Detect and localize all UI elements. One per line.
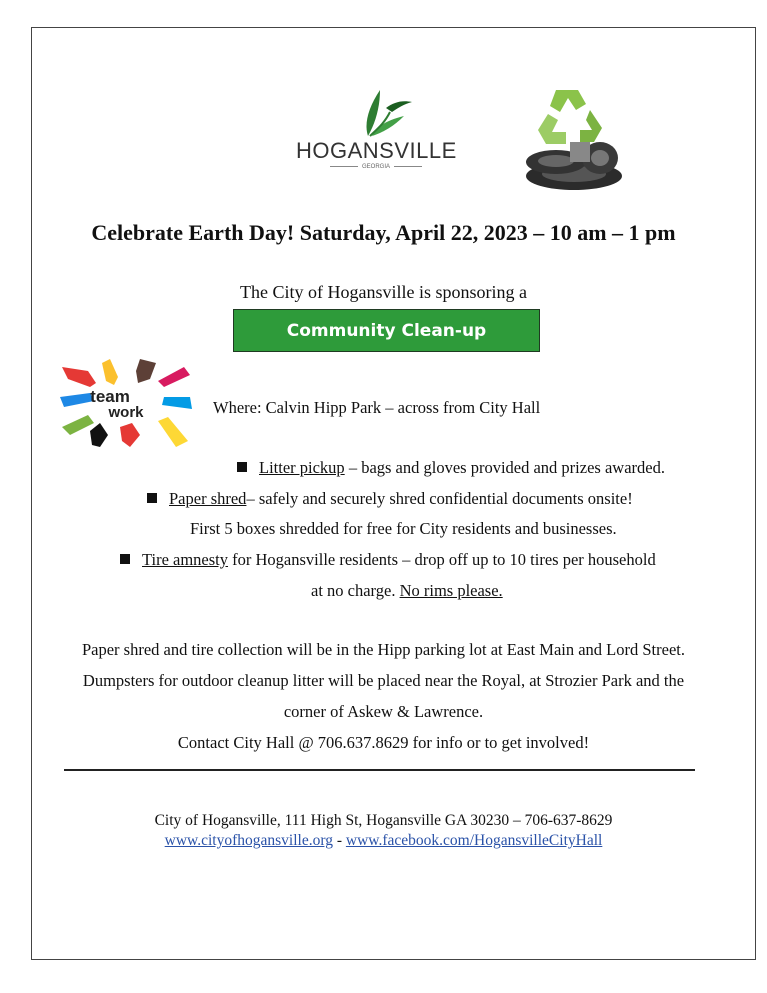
- hummingbird-leaf-icon: [346, 86, 416, 140]
- detail-line: corner of Askew & Lawrence.: [283, 702, 484, 721]
- link-separator: -: [332, 832, 346, 849]
- footer-address: City of Hogansville, 111 High St, Hogansville GA 30230 – 706-637-8629: [154, 812, 613, 829]
- bullet-icon: [147, 493, 157, 503]
- activity-title: Paper shred: [169, 489, 247, 508]
- bullet-icon: [237, 462, 247, 472]
- recycle-icon: [538, 90, 602, 144]
- logo-wordmark: HOGANSVILLE: [296, 138, 457, 163]
- activity-litter-pickup: [237, 458, 665, 478]
- event-headline: Celebrate Earth Day! Saturday, April 22, 2023 – 10 am – 1 pm: [91, 220, 676, 245]
- logo-subtitle: GEORGIA: [296, 164, 456, 170]
- activity-description: – safely and securely shred confidential documents onsite!: [246, 489, 633, 508]
- community-cleanup-banner: Community Clean-up: [233, 309, 540, 352]
- facebook-link[interactable]: www.facebook.com/HogansvilleCityHall: [345, 832, 603, 849]
- activity-title: Litter pickup: [259, 458, 345, 477]
- divider: [64, 769, 695, 771]
- website-link[interactable]: www.cityofhogansville.org: [164, 832, 333, 849]
- event-location: Where: Calvin Hipp Park – across from City Hall: [213, 398, 541, 417]
- teamwork-text-top: team: [90, 387, 130, 406]
- activity-description: – bags and gloves provided and prizes awarded.: [344, 458, 665, 477]
- sponsor-line: The City of Hogansville is sponsoring a: [240, 282, 527, 302]
- recycled-tires-image: [516, 82, 626, 194]
- activity-tire-amnesty: [120, 550, 656, 570]
- contact-line: Contact City Hall @ 706.637.8629 for info or to get involved!: [177, 733, 590, 752]
- bullet-icon: [120, 554, 130, 564]
- detail-line: Dumpsters for outdoor cleanup litter will be placed near the Royal, at Strozier Park and the: [82, 671, 685, 690]
- activity-title: Tire amnesty: [142, 550, 229, 569]
- activity-description: for Hogansville residents – drop off up to 10 tires per household: [228, 550, 656, 569]
- footer-links: [0, 832, 767, 850]
- hogansville-logo: [296, 86, 456, 176]
- teamwork-text-bottom: work: [108, 404, 144, 421]
- activity-tire-amnesty-note: [311, 581, 503, 601]
- activity-paper-shred-note: First 5 boxes shredded for free for City residents and businesses.: [190, 519, 617, 538]
- activity-paper-shred: [147, 489, 633, 509]
- note-text: at no charge.: [311, 581, 400, 600]
- no-rims-note: No rims please.: [399, 581, 503, 600]
- detail-line: Paper shred and tire collection will be in the Hipp parking lot at East Main and Lord Street.: [81, 640, 685, 659]
- teamwork-hands-image: [60, 357, 192, 449]
